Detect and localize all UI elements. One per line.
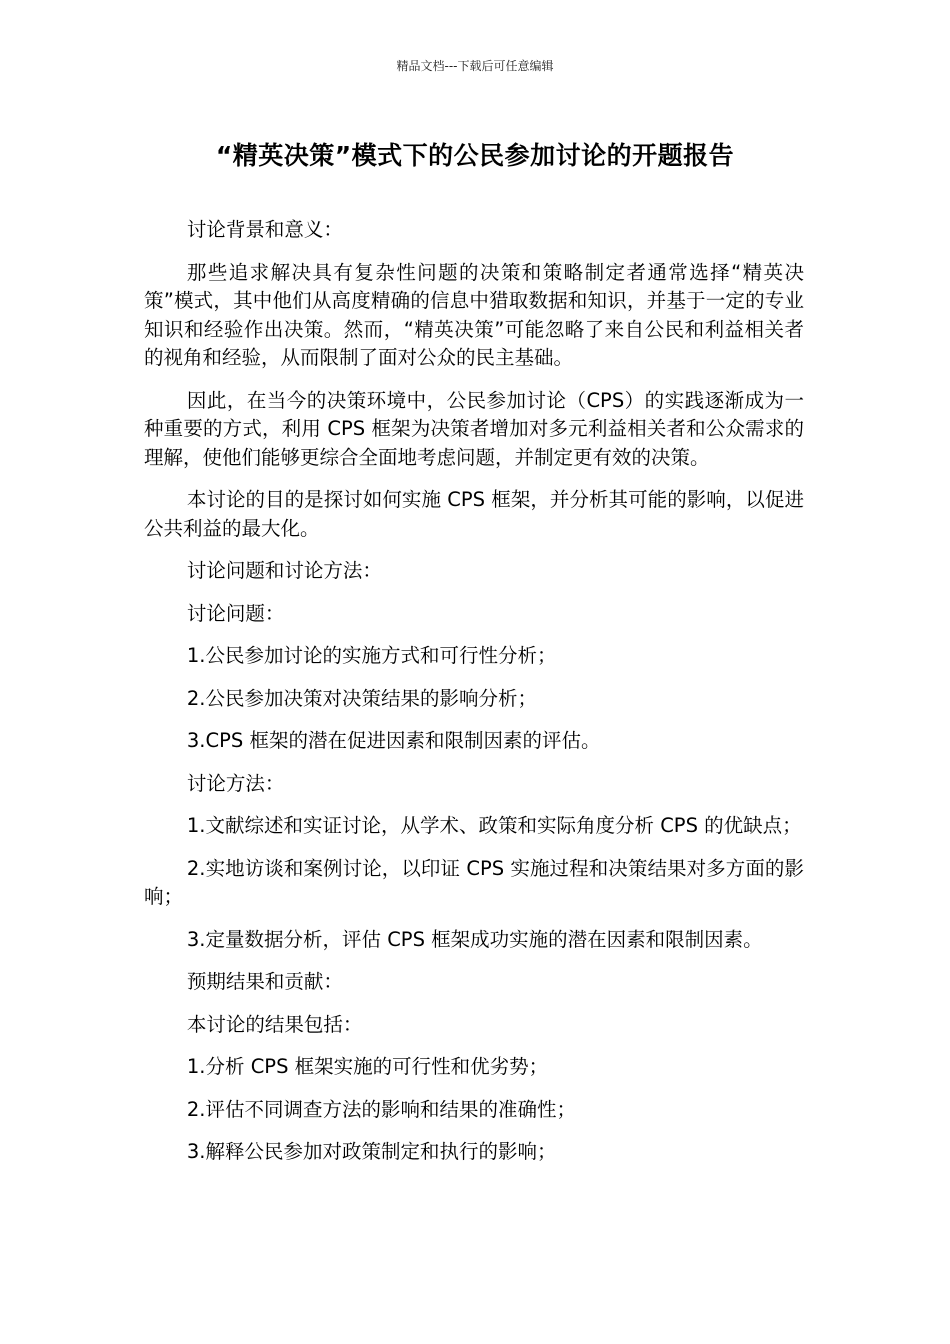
- section-heading-expected-results: 预期结果和贡献：: [186, 970, 343, 993]
- list-item-method-2: 2.实地访谈和案例讨论，以印证 CPS 实施过程和决策结果对多方面的影响；: [144, 856, 804, 908]
- list-item-method-1: 1.文献综述和实证讨论，从学术、政策和实际角度分析 CPS 的优缺点；: [186, 814, 802, 837]
- paragraph-elite-decision: 那些追求解决具有复杂性问题的决策和策略制定者通常选择“精英决策”模式，其中他们从高度精确的信息中猎取数据和知识，并基于一定的专业知识和经验作出决策。然而，“精英决策”可能忽略了来自公民和利益相关者的视角和经验，从而限制了面对公众的民主基础。: [144, 260, 804, 369]
- paragraph-cps-practice: 因此，在当今的决策环境中，公民参加讨论（CPS）的实践逐渐成为一种重要的方式，利用 CPS 框架为决策者增加对多元利益相关者和公众需求的理解，使他们能够更综合全面地考虑问题，并制定更有效的决策。: [144, 388, 804, 469]
- document-title: “精英决策”模式下的公民参加讨论的开题报告: [215, 141, 735, 170]
- section-heading-questions-methods: 讨论问题和讨论方法：: [186, 559, 382, 582]
- list-item-result-1: 1.分析 CPS 框架实施的可行性和优劣势；: [186, 1055, 549, 1078]
- list-item-question-1: 1.公民参加讨论的实施方式和可行性分析；: [186, 644, 557, 667]
- list-item-result-2: 2.评估不同调查方法的影响和结果的准确性；: [186, 1097, 576, 1121]
- document-body: [144, 216, 804, 1181]
- page-header: 精品文档---下载后可任意编辑: [396, 59, 554, 73]
- list-item-question-2: 2.公民参加决策对决策结果的影响分析；: [186, 686, 537, 710]
- list-item-question-3: 3.CPS 框架的潜在促进因素和限制因素的评估。: [186, 729, 601, 752]
- subheading-methods: 讨论方法：: [186, 771, 285, 795]
- subheading-questions: 讨论问题：: [186, 601, 285, 625]
- section-heading-background: 讨论背景和意义：: [186, 218, 343, 241]
- paragraph-purpose: 本讨论的目的是探讨如何实施 CPS 框架，并分析其可能的影响，以促进公共利益的最大化。: [144, 488, 804, 540]
- list-item-method-3: 3.定量数据分析，评估 CPS 框架成功实施的潜在因素和限制因素。: [186, 927, 763, 951]
- list-item-result-3: 3.解释公民参加对政策制定和执行的影响；: [186, 1140, 557, 1163]
- subheading-results-include: 本讨论的结果包括：: [186, 1012, 363, 1036]
